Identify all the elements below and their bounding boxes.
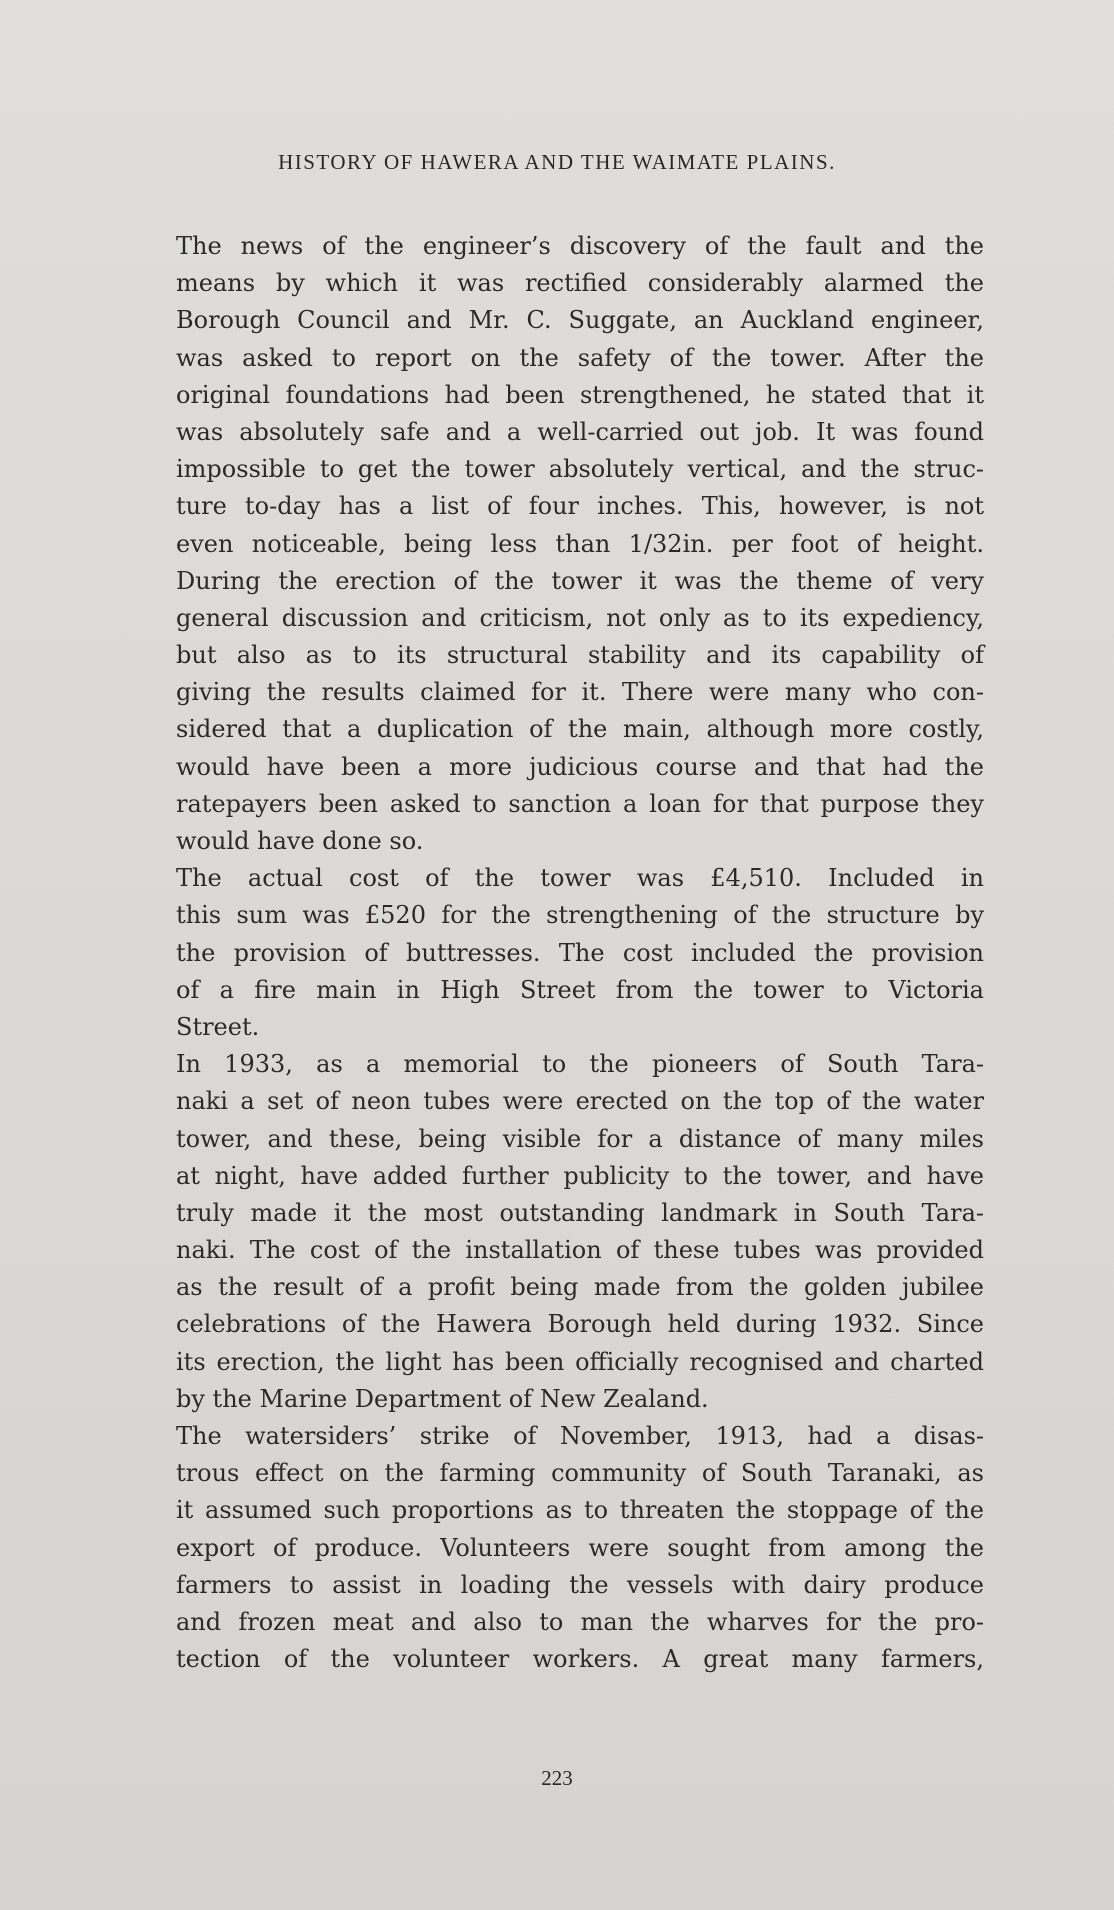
paragraph-2: [176, 563, 984, 861]
text-line: The actual cost of the tower was £4,510. Included in: [176, 864, 984, 893]
text-line: at night, have added further publicity to the tower, and have: [176, 1161, 984, 1190]
text-line: general discussion and criticism, not only as to its expediency,: [176, 603, 984, 632]
text-line: it assumed such proportions as to threaten the stoppage of the: [176, 1496, 984, 1525]
paragraph-3: [176, 860, 984, 1046]
text-line: of a fire main in High Street from the tower to Victoria: [176, 975, 984, 1004]
text-line: Street.: [176, 1012, 260, 1041]
text-line: Borough Council and Mr. C. Suggate, an Auckland engineer,: [176, 306, 984, 335]
text-line: original foundations had been strengthened, he stated that it: [176, 380, 984, 409]
paragraph-1: [176, 228, 984, 563]
text-line: In 1933, as a memorial to the pioneers of South Tara-: [176, 1050, 984, 1079]
text-line: its erection, the light has been officially recognised and charted: [176, 1347, 984, 1376]
text-line: was asked to report on the safety of the tower. After the: [176, 343, 984, 372]
text-line: export of produce. Volunteers were sought from among the: [176, 1533, 984, 1562]
text-line: would have been a more judicious course and that had the: [176, 752, 984, 781]
text-line: but also as to its structural stability and its capability of: [176, 641, 984, 670]
text-line: The news of the engineer’s discovery of the fault and the: [176, 232, 984, 260]
text-line: naki a set of neon tubes were erected on the top of the water: [176, 1087, 984, 1116]
text-line: ratepayers been asked to sanction a loan for that purpose they: [176, 789, 984, 818]
text-line: ture to-day has a list of four inches. This, however, is not: [176, 492, 984, 521]
text-line: means by which it was rectified considerably alarmed the: [176, 269, 984, 298]
text-line: farmers to assist in loading the vessels with dairy produce: [176, 1570, 984, 1599]
text-line: even noticeable, being less than 1/32in. per foot of height.: [176, 529, 984, 558]
text-line: impossible to get the tower absolutely vertical, and the struc-: [176, 455, 984, 484]
text-line: this sum was £520 for the strengthening of the structure by: [176, 901, 984, 930]
body-text: [176, 228, 984, 1678]
paragraph-5: [176, 1418, 984, 1678]
running-head: HISTORY OF HAWERA AND THE WAIMATE PLAINS.: [278, 150, 836, 174]
text-line: During the erection of the tower it was the theme of very: [176, 566, 984, 595]
text-line: celebrations of the Hawera Borough held during 1932. Since: [176, 1310, 984, 1339]
text-line: tection of the volunteer workers. A great many farmers,: [176, 1645, 984, 1674]
text-line: would have done so.: [176, 827, 424, 855]
text-line: and frozen meat and also to man the wharves for the pro-: [176, 1607, 984, 1636]
text-line: was absolutely safe and a well-carried out job. It was found: [176, 417, 984, 446]
text-line: the provision of buttresses. The cost included the provision: [176, 938, 984, 967]
text-line: by the Marine Department of New Zealand.: [176, 1384, 709, 1413]
paragraph-4: [176, 1046, 984, 1418]
text-line: sidered that a duplication of the main, although more costly,: [176, 715, 984, 744]
text-line: trous effect on the farming community of South Taranaki, as: [176, 1459, 984, 1488]
text-line: tower, and these, being visible for a distance of many miles: [176, 1124, 984, 1153]
text-line: The watersiders’ strike of November, 1913, had a disas-: [176, 1422, 984, 1450]
text-line: naki. The cost of the installation of these tubes was provided: [176, 1236, 984, 1265]
text-line: giving the results claimed for it. There were many who con-: [176, 678, 984, 707]
text-line: as the result of a profit being made from the golden jubilee: [176, 1273, 984, 1302]
page-number: 223: [541, 1766, 573, 1790]
text-line: truly made it the most outstanding landmark in South Tara-: [176, 1198, 984, 1227]
